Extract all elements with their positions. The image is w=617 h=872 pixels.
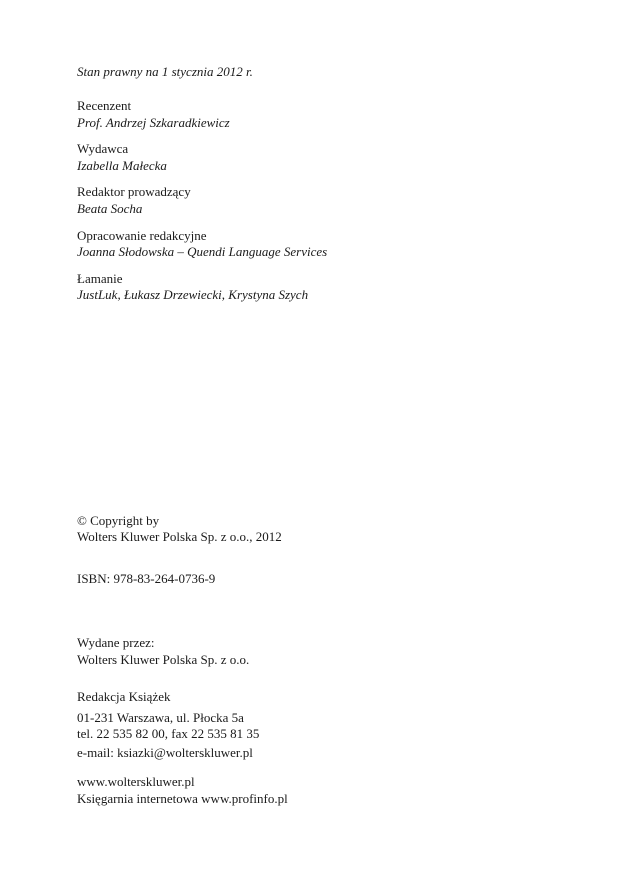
credit-name-reviewer: Prof. Andrzej Szkaradkiewicz <box>77 115 230 130</box>
website-link[interactable]: www.wolterskluwer.pl <box>77 774 195 789</box>
publisher-name: Wolters Kluwer Polska Sp. z o.o. <box>77 652 250 667</box>
online-bookstore-link[interactable]: Księgarnia internetowa www.profinfo.pl <box>77 791 288 806</box>
contact-email: e-mail: ksiazki@wolterskluwer.pl <box>77 745 253 760</box>
legal-state-note: Stan prawny na 1 stycznia 2012 r. <box>77 64 253 79</box>
copyright-holder: Wolters Kluwer Polska Sp. z o.o., 2012 <box>77 529 282 544</box>
credit-role-managing-editor: Redaktor prowadzący <box>77 184 191 199</box>
credit-name-editorial: Joanna Słodowska – Quendi Language Services <box>77 244 328 259</box>
credit-role-reviewer: Recenzent <box>77 98 132 113</box>
credit-role-publisher: Wydawca <box>77 141 129 156</box>
credit-role-typesetting: Łamanie <box>77 271 123 286</box>
isbn: ISBN: 978-83-264-0736-9 <box>77 571 216 586</box>
contact-address: 01-231 Warszawa, ul. Płocka 5a <box>77 710 244 725</box>
contact-department: Redakcja Książek <box>77 689 171 704</box>
credit-name-typesetting: JustLuk, Łukasz Drzewiecki, Krystyna Szych <box>77 287 309 302</box>
credit-name-managing-editor: Beata Socha <box>77 201 143 216</box>
copyright-line: © Copyright by <box>77 513 160 528</box>
credit-role-editorial: Opracowanie redakcyjne <box>77 228 207 243</box>
credit-name-publisher: Izabella Małecka <box>77 158 167 173</box>
contact-phone: tel. 22 535 82 00, fax 22 535 81 35 <box>77 726 260 741</box>
publisher-label: Wydane przez: <box>77 635 155 650</box>
